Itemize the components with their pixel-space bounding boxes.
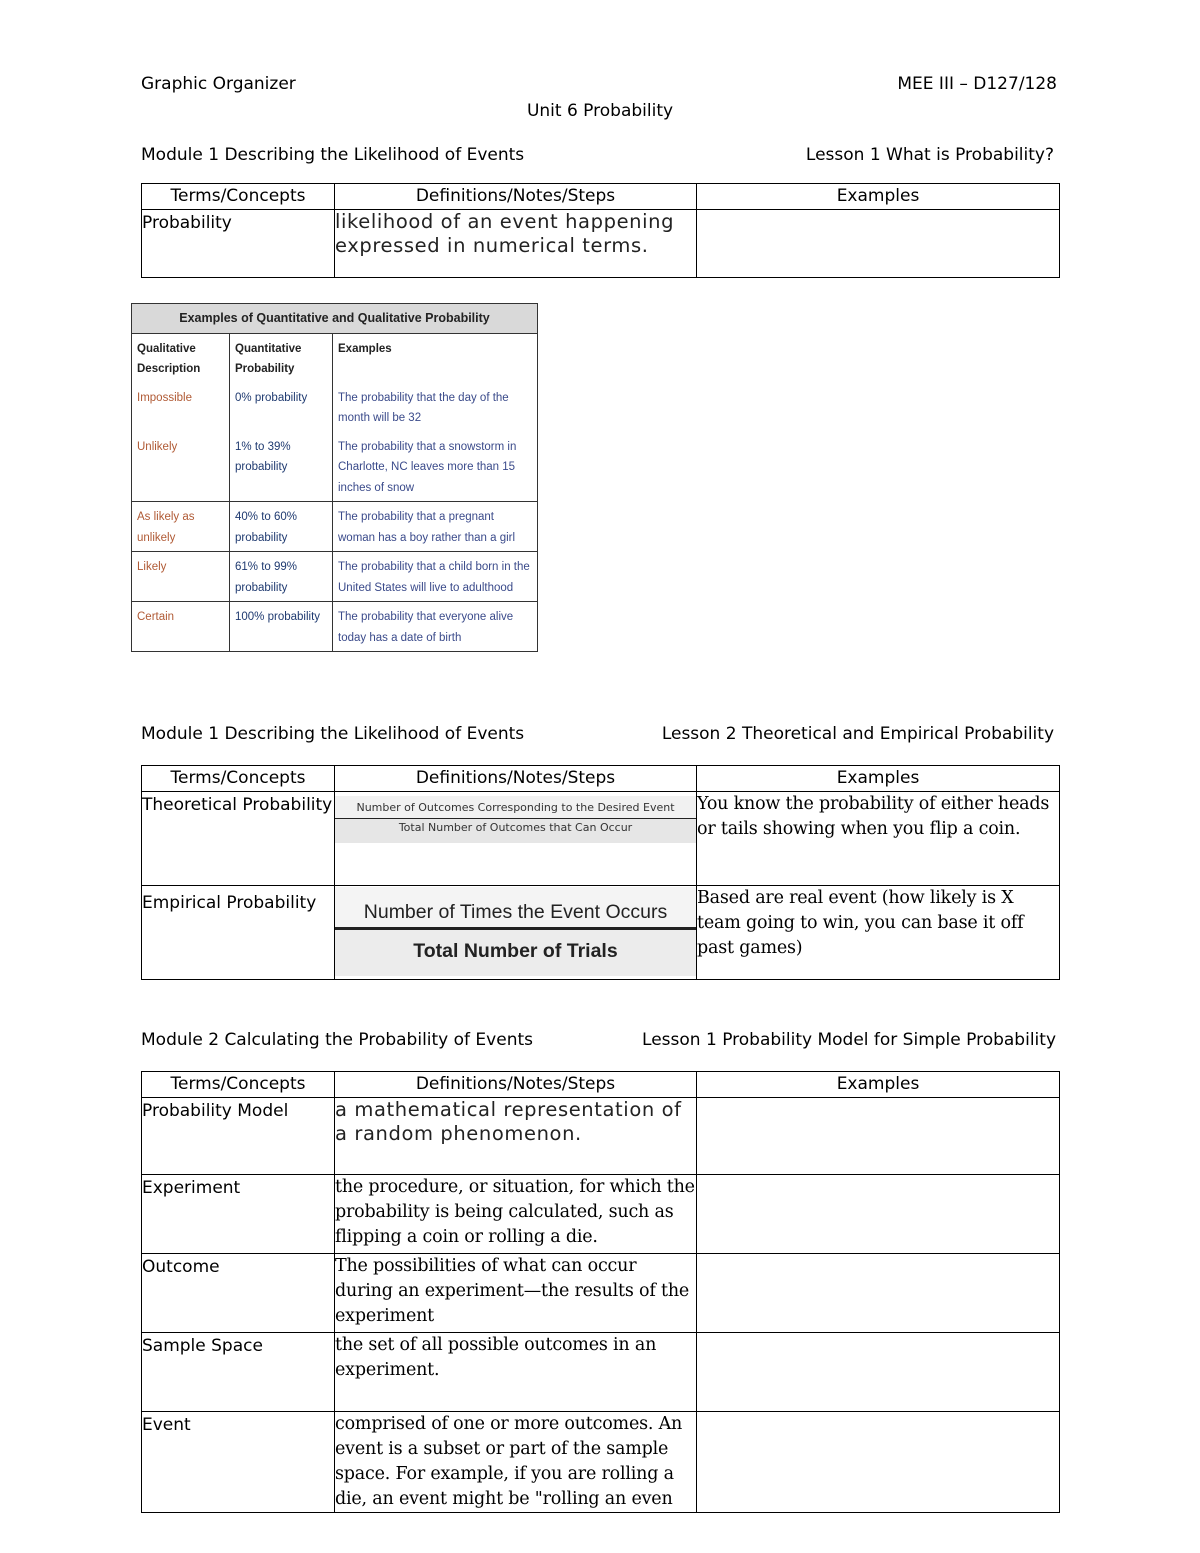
term-cell: Sample Space bbox=[142, 1333, 335, 1412]
example-cell bbox=[697, 1254, 1060, 1333]
table-row bbox=[132, 432, 538, 502]
quant-cell: 61% to 99% probability bbox=[230, 552, 333, 602]
qual-quant-table bbox=[131, 303, 538, 652]
column-header: Examples bbox=[333, 333, 538, 383]
definition-cell: the set of all possible outcomes in an experiment. bbox=[335, 1333, 697, 1412]
section2-table bbox=[141, 765, 1060, 980]
quant-cell: 1% to 39% probability bbox=[230, 432, 333, 502]
column-header: Qualitative Description bbox=[137, 342, 201, 375]
table-row bbox=[142, 1333, 1060, 1412]
table-row bbox=[142, 1175, 1060, 1254]
column-header: Terms/Concepts bbox=[142, 1072, 335, 1098]
quant-cell: 100% probability bbox=[230, 602, 333, 652]
section3-table bbox=[141, 1071, 1060, 1513]
column-header: Examples bbox=[697, 1072, 1060, 1098]
qual-cell: Certain bbox=[137, 611, 175, 623]
page-title: Unit 6 Probability bbox=[526, 101, 674, 121]
table-row bbox=[142, 210, 1060, 278]
table-header-row bbox=[142, 766, 1060, 792]
table-header-row bbox=[142, 1072, 1060, 1098]
qual-cell: Likely bbox=[132, 552, 230, 602]
section3-module: Module 2 Calculating the Probability of Events bbox=[141, 1030, 533, 1050]
fraction-denominator: Total Number of Outcomes that Can Occur bbox=[335, 819, 696, 843]
theoretical-fraction bbox=[335, 796, 696, 843]
column-header: Examples bbox=[697, 766, 1060, 792]
qual-table-header-row bbox=[132, 333, 538, 383]
qual-table-title: Examples of Quantitative and Qualitative Probability bbox=[132, 304, 538, 334]
definition-cell: likelihood of an event happening expressed in numerical terms. bbox=[335, 210, 697, 278]
qual-cell: Impossible bbox=[137, 391, 192, 404]
example-cell: The probability that a child born in the United States will live to adulthood bbox=[333, 552, 538, 602]
term-cell: Theoretical Probability bbox=[142, 792, 335, 886]
empirical-fraction bbox=[335, 887, 696, 976]
qual-cell: As likely as unlikely bbox=[132, 502, 230, 552]
quant-cell: 40% to 60% probability bbox=[230, 502, 333, 552]
example-cell: The probability that a pregnant woman has a boy rather than a girl bbox=[333, 502, 538, 552]
definition-cell: a mathematical representation of a random phenomenon. bbox=[335, 1098, 697, 1175]
column-header: Definitions/Notes/Steps bbox=[335, 184, 697, 210]
fraction-numerator: Number of Outcomes Corresponding to the Desired Event bbox=[335, 796, 696, 819]
term-cell: Probability Model bbox=[142, 1098, 335, 1175]
section1-module: Module 1 Describing the Likelihood of Events bbox=[141, 145, 525, 165]
table-row bbox=[142, 1412, 1060, 1513]
quant-cell: 0% probability bbox=[230, 383, 333, 432]
example-cell bbox=[697, 1175, 1060, 1254]
table-header-row bbox=[142, 184, 1060, 210]
example-cell: Based are real event (how likely is X team going to win, you can base it off past games) bbox=[697, 886, 1060, 980]
term-cell: Probability bbox=[142, 210, 335, 278]
table-row bbox=[142, 1254, 1060, 1333]
term-cell: Experiment bbox=[142, 1175, 335, 1254]
term-cell: Event bbox=[142, 1412, 335, 1513]
header-right: MEE III – D127/128 bbox=[897, 74, 1057, 94]
section2-module: Module 1 Describing the Likelihood of Events bbox=[141, 724, 525, 744]
column-header: Terms/Concepts bbox=[142, 766, 335, 792]
table-row bbox=[132, 552, 538, 602]
table-row bbox=[132, 602, 538, 652]
example-cell: The probability that a snowstorm in Charlotte, NC leaves more than 15 inches of snow bbox=[333, 432, 538, 502]
table-row bbox=[142, 1098, 1060, 1175]
header-left: Graphic Organizer bbox=[141, 74, 296, 94]
example-cell: The probability that everyone alive today has a date of birth bbox=[333, 602, 538, 652]
definition-cell: comprised of one or more outcomes. An event is a subset or part of the sample space. For example, if you are rolling a die, an event might be "rolling an even bbox=[335, 1412, 697, 1513]
table-row bbox=[142, 886, 1060, 980]
example-cell bbox=[697, 1333, 1060, 1412]
example-cell: The probability that the day of the month will be 32 bbox=[333, 383, 538, 432]
example-cell bbox=[697, 1412, 1060, 1513]
example-cell: You know the probability of either heads or tails showing when you flip a coin. bbox=[697, 792, 1060, 886]
example-cell bbox=[697, 210, 1060, 278]
section3-lesson: Lesson 1 Probability Model for Simple Probability bbox=[642, 1030, 1056, 1050]
definition-cell: The possibilities of what can occur during an experiment—the results of the experiment bbox=[335, 1254, 697, 1333]
example-cell bbox=[697, 1098, 1060, 1175]
section2-lesson: Lesson 2 Theoretical and Empirical Probability bbox=[661, 724, 1054, 744]
column-header: Examples bbox=[697, 184, 1060, 210]
column-header: Quantitative Probability bbox=[230, 333, 333, 383]
term-cell: Outcome bbox=[142, 1254, 335, 1333]
table-row bbox=[142, 792, 1060, 886]
definition-cell: the procedure, or situation, for which the probability is being calculated, such as flipping a coin or rolling a die. bbox=[335, 1175, 697, 1254]
qual-cell: Unlikely bbox=[132, 432, 230, 502]
table-row bbox=[132, 383, 538, 432]
column-header: Terms/Concepts bbox=[142, 184, 335, 210]
fraction-denominator: Total Number of Trials bbox=[335, 930, 696, 976]
definition-cell bbox=[335, 886, 697, 980]
table-row bbox=[132, 502, 538, 552]
definition-cell bbox=[335, 792, 697, 886]
section1-table bbox=[141, 183, 1060, 278]
column-header: Definitions/Notes/Steps bbox=[335, 1072, 697, 1098]
column-header: Definitions/Notes/Steps bbox=[335, 766, 697, 792]
section1-lesson: Lesson 1 What is Probability? bbox=[805, 145, 1054, 165]
term-cell: Empirical Probability bbox=[142, 886, 335, 980]
fraction-numerator: Number of Times the Event Occurs bbox=[335, 887, 696, 930]
